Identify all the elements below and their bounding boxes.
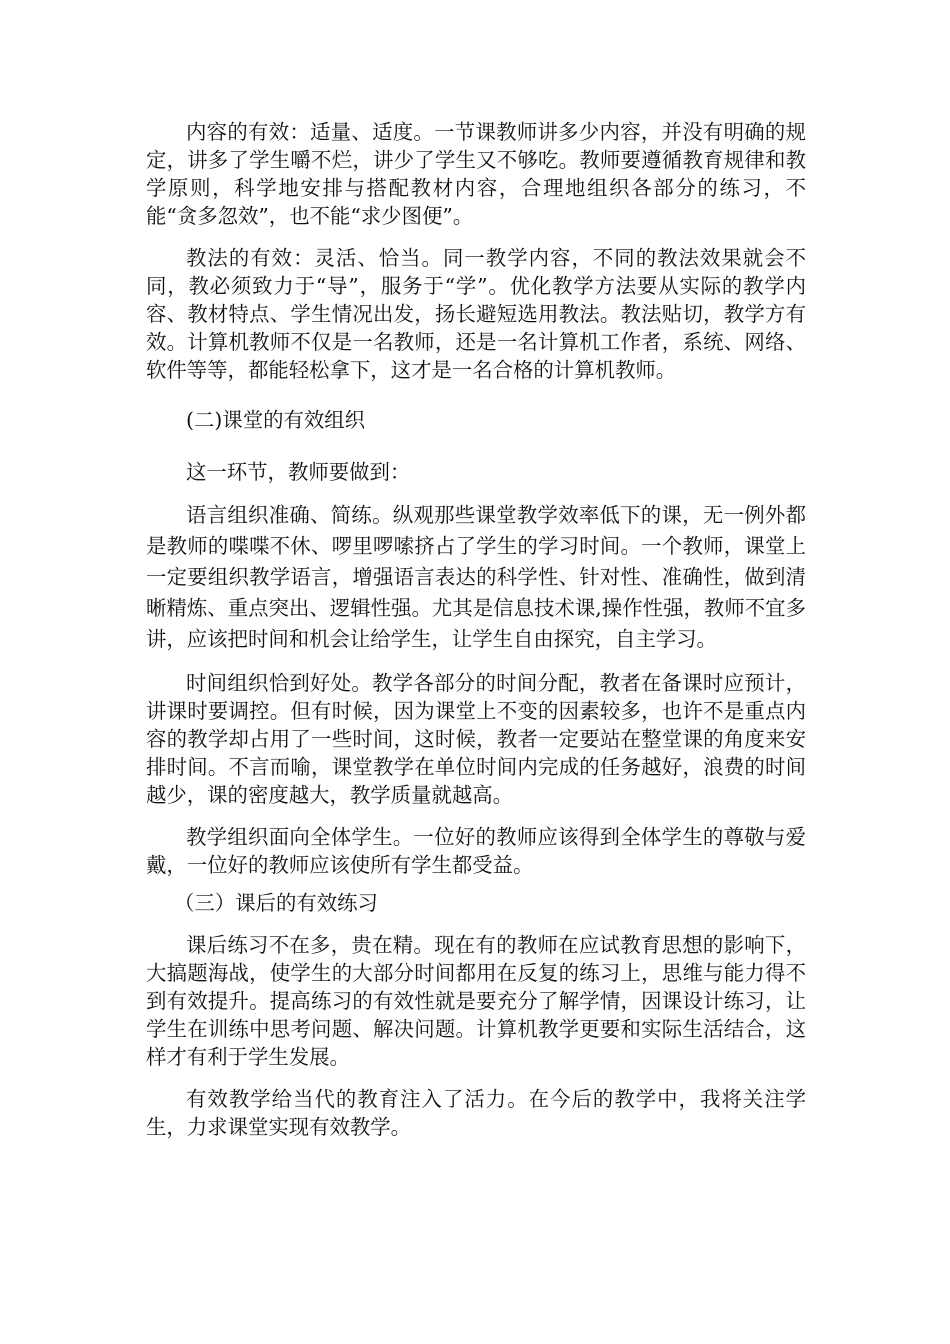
section-heading-classroom-organization: (二)课堂的有效组织 xyxy=(186,408,366,432)
document-body xyxy=(146,118,806,1141)
paragraph-intro: 这一环节，教师要做到： xyxy=(186,460,411,484)
paragraph-content-effectiveness: 内容的有效：适量、适度。一节课教师讲多少内容，并没有明确的规定，讲多了学生嚼不烂，讲少了学生又不够吃。教师要遵循教育规律和教学原则，科学地安排与搭配教材内容，合理地组织各部分的练习，不能“贪多忽效”，也不能“求少图便”。 xyxy=(146,120,806,228)
section-heading-after-class-practice: （三）课后的有效练习 xyxy=(174,891,378,915)
paragraph-method-effectiveness: 教法的有效：灵活、恰当。同一教学内容，不同的教法效果就会不同，教必须致力于“导”，服务于“学”。优化教学方法要从实际的教学内容、教材特点、学生情况出发，扬长避短选用教法。教法贴切，教学方有效。计算机教师不仅是一名教师，还是一名计算机工作者，系统、网络、软件等等，都能轻松拿下，这才是一名合格的计算机教师。 xyxy=(146,246,806,382)
paragraph-practice: 课后练习不在多，贵在精。现在有的教师在应试教育思想的影响下，大搞题海战，使学生的大部分时间都用在反复的练习上，思维与能力得不到有效提升。提高练习的有效性就是要充分了解学情，因课设计练习，让学生在训练中思考问题、解决问题。计算机教学更要和实际生活结合，这样才有利于学生发展。 xyxy=(146,933,806,1069)
paragraph-conclusion: 有效教学给当代的教育注入了活力。在今后的教学中，我将关注学生，力求课堂实现有效教学。 xyxy=(146,1087,806,1139)
paragraph-time-organization: 时间组织恰到好处。教学各部分的时间分配，教者在备课时应预计，讲课时要调控。但有时候，因为课堂上不变的因素较多，也许不是重点内容的教学却占用了一些时间，这时候，教者一定要站在整堂课的角度来安排时间。不言而喻，课堂教学在单位时间内完成的任务越好，浪费的时间越少，课的密度越大，教学质量就越高。 xyxy=(146,671,806,807)
paragraph-language-organization: 语言组织准确、简练。纵观那些课堂教学效率低下的课，无一例外都是教师的喋喋不休、啰里啰嗦挤占了学生的学习时间。一个教师，课堂上一定要组织教学语言，增强语言表达的科学性、针对性、准确性，做到清晰精炼、重点突出、逻辑性强。尤其是信息技术课,操作性强，教师不宜多讲，应该把时间和机会让给学生，让学生自由探究，自主学习。 xyxy=(146,503,806,651)
paragraph-whole-class: 教学组织面向全体学生。一位好的教师应该得到全体学生的尊敬与爱戴，一位好的教师应该使所有学生都受益。 xyxy=(146,825,806,877)
